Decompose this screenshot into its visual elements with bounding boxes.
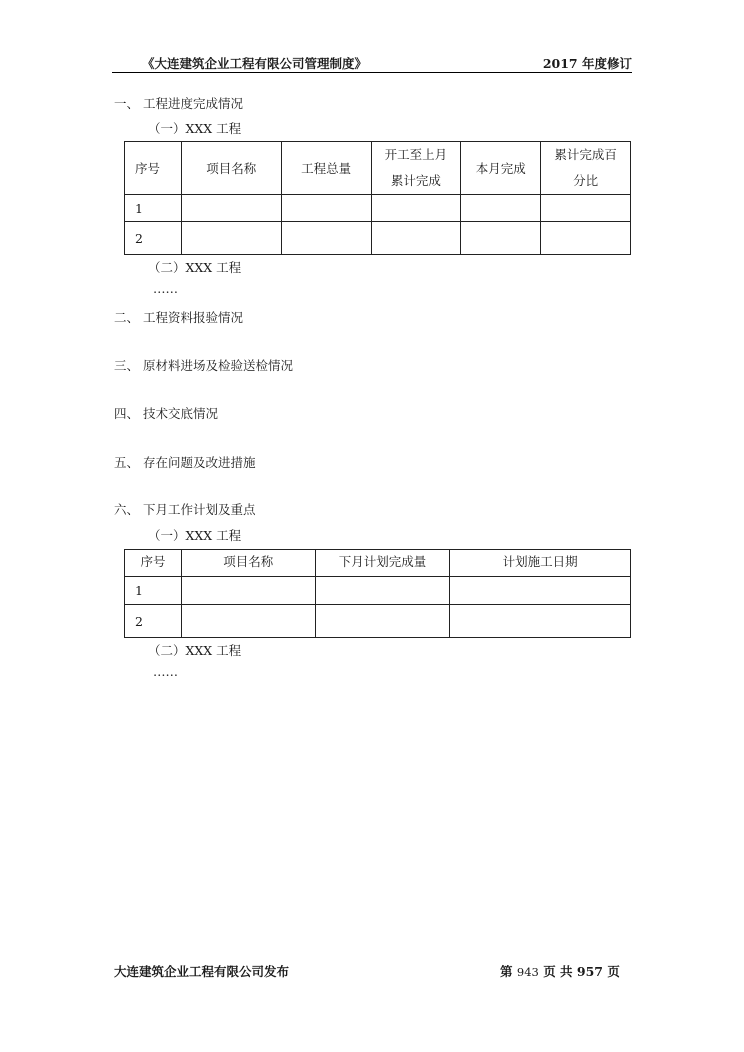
section-3-heading: 三、 原材料进场及检验送检情况 [114, 358, 293, 373]
row-index: 1 [125, 195, 182, 222]
table-row [125, 605, 631, 638]
header-project-name: 项目名称 [181, 550, 315, 577]
table-row [125, 577, 631, 605]
header-index: 序号 [125, 550, 182, 577]
section-5-heading: 五、 存在问题及改进措施 [114, 455, 256, 470]
document-title: 《大连建筑企业工程有限公司管理制度》 [142, 56, 368, 71]
footer-publisher: 大连建筑企业工程有限公司发布 [114, 964, 290, 979]
page-header [112, 52, 632, 73]
section-6-subheading-2: （二）XXX 工程 [148, 643, 242, 658]
header-planned-date: 计划施工日期 [450, 550, 631, 577]
table-row [125, 222, 631, 255]
total-pages: 957 [576, 964, 603, 979]
current-page: 943 [516, 965, 539, 979]
plan-table [124, 549, 631, 638]
header-index: 序号 [125, 142, 182, 195]
row-index: 2 [125, 605, 182, 638]
section-2-heading: 二、 工程资料报验情况 [114, 310, 243, 325]
table-row [125, 195, 631, 222]
section-6-heading: 六、 下月工作计划及重点 [114, 502, 256, 517]
table-header-row [125, 550, 631, 577]
header-planned-quantity: 下月计划完成量 [315, 550, 450, 577]
section-4-heading: 四、 技术交底情况 [114, 406, 218, 421]
page-number: 第 943 页 共 957 页 [500, 964, 620, 979]
header-cumulative-to-last-month: 开工至上月 累计完成 [371, 142, 461, 195]
header-total-quantity: 工程总量 [281, 142, 371, 195]
table-header-row [125, 142, 631, 195]
section-1-subheading-1: （一）XXX 工程 [148, 121, 242, 136]
section-1-heading: 一、 工程进度完成情况 [114, 96, 243, 111]
progress-table [124, 141, 631, 255]
revision-label: 2017 年度修订 [542, 56, 632, 71]
section-1-subheading-2: （二）XXX 工程 [148, 260, 242, 275]
header-this-month: 本月完成 [461, 142, 541, 195]
header-cumulative-percent: 累计完成百 分比 [541, 142, 631, 195]
section-1-ellipsis: …… [153, 281, 178, 296]
row-index: 2 [125, 222, 182, 255]
row-index: 1 [125, 577, 182, 605]
section-6-ellipsis: …… [153, 664, 178, 679]
header-project-name: 项目名称 [181, 142, 281, 195]
section-6-subheading-1: （一）XXX 工程 [148, 528, 242, 543]
